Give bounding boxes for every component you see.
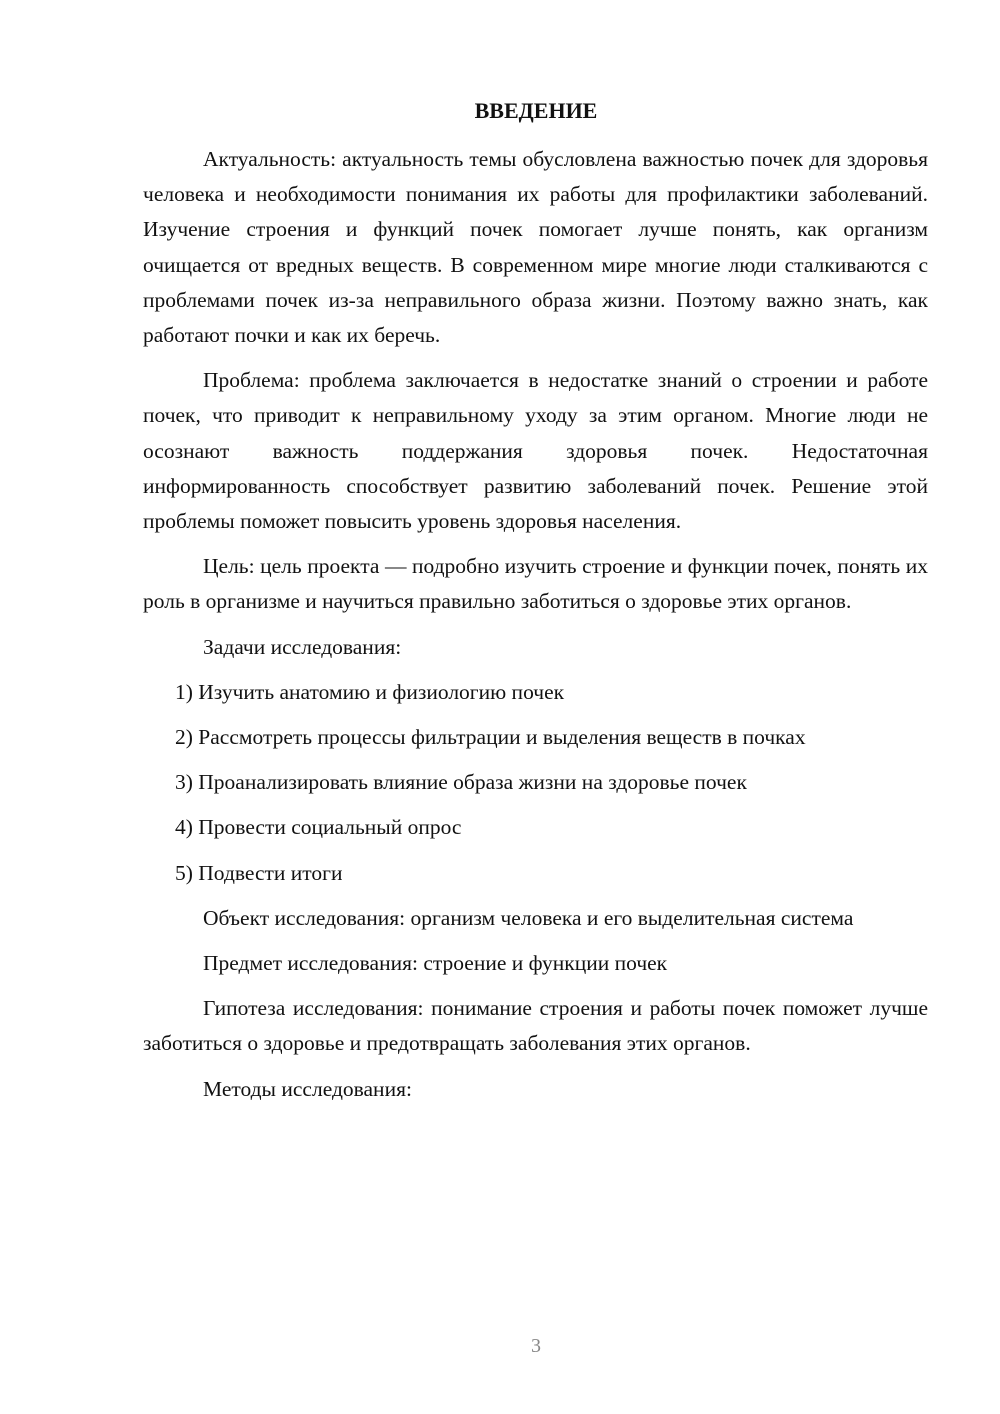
subject-paragraph: Предмет исследования: строение и функции почек: [203, 951, 668, 976]
tasks-heading: Задачи исследования:: [203, 634, 402, 659]
document-body: [143, 142, 928, 1117]
section-heading: ВВЕДЕНИЕ: [474, 98, 598, 123]
relevance-paragraph: Актуальность: актуальность темы обусловлена важностью почек для здоровья человека и необходимости понимания их работы для профилактики заболеваний. Изучение строения и функций почек помогает лучше понять, как организм очищается от вредных веществ. В современном мире многие люди сталкиваются с проблемами почек из-за неправильного образа жизни. Поэтому важно знать, как работают почки и как их беречь.: [143, 147, 928, 348]
methods-heading: Методы исследования:: [203, 1076, 412, 1101]
task-item: 1) Изучить анатомию и физиологию почек: [175, 679, 565, 704]
hypothesis-paragraph: Гипотеза исследования: понимание строения и работы почек поможет лучше заботиться о здоровье и предотвращать заболевания этих органов.: [143, 996, 928, 1056]
goal-paragraph: Цель: цель проекта — подробно изучить строение и функции почек, понять их роль в организме и научиться правильно заботиться о здоровье этих органов.: [143, 554, 928, 614]
task-item: 5) Подвести итоги: [175, 860, 343, 885]
task-item: 4) Провести социальный опрос: [175, 815, 462, 840]
tasks-list: [143, 675, 928, 891]
task-item: 3) Проанализировать влияние образа жизни на здоровье почек: [175, 770, 747, 795]
problem-paragraph: Проблема: проблема заключается в недостатке знаний о строении и работе почек, что приводит к неправильному уходу за этим органом. Многие люди не осознают важность поддержания здоровья почек. Недостаточная информированность способствует развитию заболеваний почек. Решение этой проблемы поможет повысить уровень здоровья населения.: [143, 368, 928, 534]
task-item: 2) Рассмотреть процессы фильтрации и выделения веществ в почках: [175, 725, 806, 750]
page-number: 3: [531, 1335, 541, 1357]
object-paragraph: Объект исследования: организм человека и его выделительная система: [203, 905, 854, 930]
